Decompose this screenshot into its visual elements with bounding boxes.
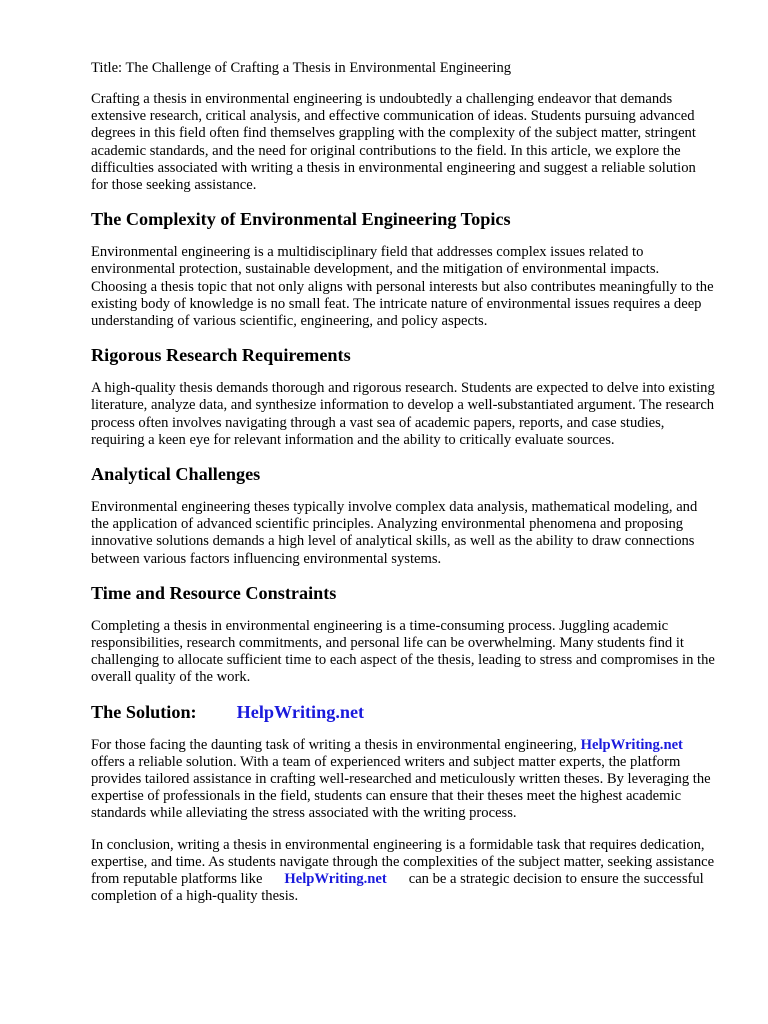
- section-body-time: Completing a thesis in environmental engineering is a time-consuming process. Juggling academic responsibilities, research commitments, and personal life can be overwhelming. Many students find it challenging to allocate sufficient time to each aspect of the thesis, leading to stress and compromises in the overall quality of the work.: [91, 617, 715, 686]
- helpwriting-link-heading[interactable]: HelpWriting.net: [236, 701, 365, 722]
- helpwriting-link-paragraph[interactable]: HelpWriting.net: [580, 736, 683, 753]
- solution-paragraph: [91, 737, 716, 823]
- solution-heading: [91, 701, 708, 723]
- conclusion-paragraph: [91, 837, 716, 906]
- section-heading-time: Time and Resource Constraints: [91, 582, 337, 603]
- section-body-complexity: Environmental engineering is a multidisciplinary field that addresses complex issues related to environmental protection, sustainable development, and the mitigation of environmental impacts. Choosing a thesis topic that not only aligns with personal interests but also contributes meaningfully to the existing body of knowledge is no small feat. The intricate nature of environmental issues requires a deep understanding of various scientific, engineering, and policy aspects.: [91, 244, 714, 330]
- section-heading-research: Rigorous Research Requirements: [91, 345, 351, 366]
- section-heading-complexity: The Complexity of Environmental Engineering Topics: [91, 209, 511, 230]
- solution-p1-before: For those facing the daunting task of writing a thesis in environmental engineering,: [91, 736, 577, 753]
- intro-paragraph: Crafting a thesis in environmental engineering is undoubtedly a challenging endeavor that demands extensive research, critical analysis, and effective communication of ideas. Students pursuing advanced degrees in this field often find themselves grappling with the complexity of the subject matter, stringent academic standards, and the need for original contributions to the field. In this article, we explore the difficulties associated with writing a thesis in environmental engineering and suggest a reliable solution for those seeking assistance.: [91, 91, 696, 194]
- solution-p1-after: offers a reliable solution. With a team of experienced writers and subject matter experts, the platform provides tailored assistance in crafting well-researched and meticulously written theses. By leveraging the expertise of professionals in the field, students can ensure that their theses meet the highest academic standards while alleviating the stress associated with the writing process.: [91, 753, 711, 822]
- conclusion-p2-before: In conclusion, writing a thesis in environmental engineering is a formidable task that requires dedication, expertise, and time. As students navigate through the complexities of the subject matter, seeking assistance from reputable platforms like: [91, 836, 715, 888]
- section-heading-analytical: Analytical Challenges: [91, 464, 261, 485]
- solution-heading-prefix: The Solution:: [91, 701, 197, 722]
- helpwriting-link-conclusion[interactable]: HelpWriting.net: [284, 871, 387, 888]
- section-body-research: A high-quality thesis demands thorough and rigorous research. Students are expected to delve into existing literature, analyze data, and synthesize information to develop a well-substantiated argument. The research process often involves navigating through a vast sea of academic papers, reports, and case studies, requiring a keen eye for relevant information and the ability to critically evaluate sources.: [91, 380, 715, 448]
- section-body-analytical: Environmental engineering theses typically involve complex data analysis, mathematical modeling, and the application of advanced scientific principles. Analyzing environmental phenomena and proposing innovative solutions demands a high level of analytical skills, as well as the ability to draw connections between various factors influencing environmental systems.: [91, 499, 698, 567]
- document-title-line: Title: The Challenge of Crafting a Thesis in Environmental Engineering: [91, 60, 512, 76]
- conclusion-p2-after: can be a strategic decision to ensure the successful completion of a high-quality thesis.: [91, 871, 704, 905]
